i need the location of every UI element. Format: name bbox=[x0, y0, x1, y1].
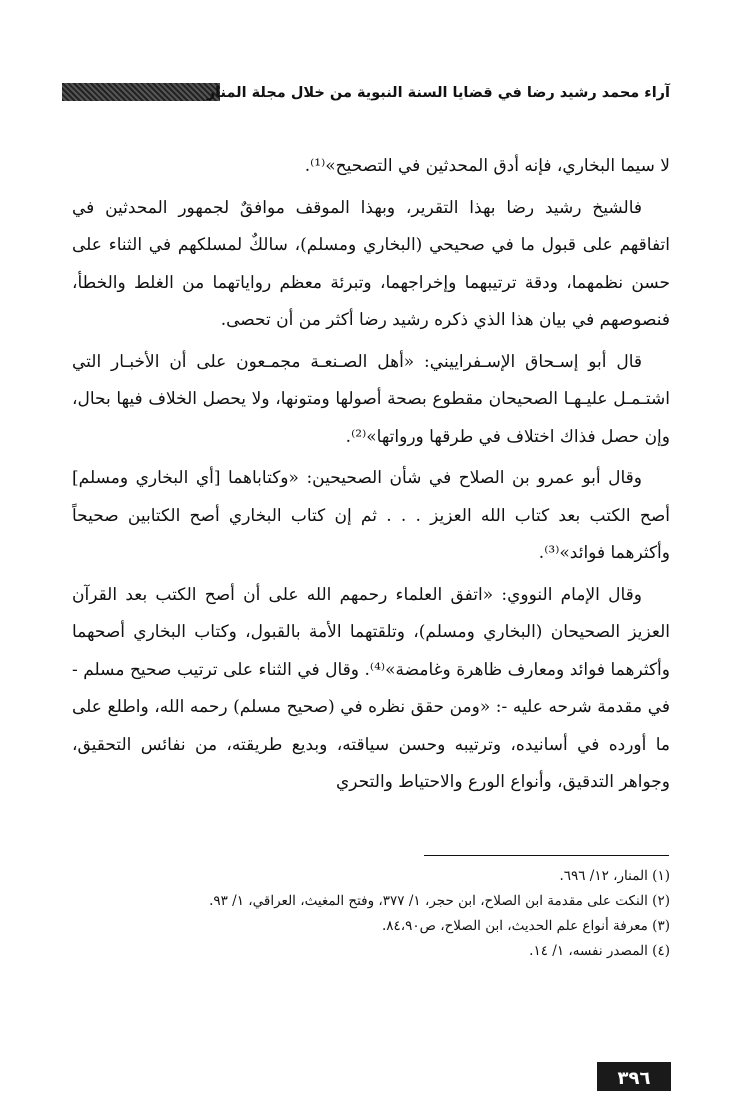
header-decorative-bar bbox=[62, 83, 220, 101]
footnote-separator bbox=[424, 855, 669, 856]
footnote: (١) المنار، ١٢/ ٦٩٦. bbox=[559, 868, 670, 884]
running-header bbox=[62, 80, 670, 106]
paragraph: قال أبو إسـحاق الإسـفراييني: «أهل الصـنعـة مجمـعون على أن الأخبـار التي اشتـمـل عليـهـا الصحيحان مقطوع بصحة أصولها ومتونها، ولا يحصل الخلاف فيها بحال، وإن حصل فذاك اختلاف في طرقها ورواتها»⁽²⁾. bbox=[72, 351, 670, 447]
paragraph: لا سيما البخاري، فإنه أدق المحدثين في التصحيح»⁽¹⁾. bbox=[304, 156, 670, 176]
main-text bbox=[72, 148, 670, 802]
footnote: (٣) معرفة أنواع علم الحديث، ابن الصلاح، ص٨٤،٩٠. bbox=[381, 918, 670, 934]
footnote: (٤) المصدر نفسه، ١/ ١٤. bbox=[529, 943, 670, 959]
footnote: (٢) النكت على مقدمة ابن الصلاح، ابن حجر، ١/ ٣٧٧، وفتح المغيث، العراقي، ١/ ٩٣. bbox=[209, 893, 670, 909]
page-number: ٣٩٦ bbox=[597, 1062, 671, 1091]
paragraph: وقال أبو عمرو بن الصلاح في شأن الصحيحين: «وكتاباهما [أي البخاري ومسلم] أصح الكتب بعد كتاب الله العزيز . . . ثم إن كتاب البخاري أصح الكتابين صحيحاً وأكثرهما فوائد»⁽³⁾. bbox=[72, 468, 670, 563]
paragraph: وقال الإمام النووي: «اتفق العلماء رحمهم الله على أن أصح الكتب بعد القرآن العزيز الصحيحان (البخاري ومسلم)، وتلقتهما الأمة بالقبول، وكتاب البخاري أصحهما وأكثرهما فوائد ومعارف ظاهرة وغامضة»⁽⁴⁾. وقال في الثناء على ترتيب صحيح مسلم - في مقدمة شرحه عليه -: «ومن حقق نظره في (صحيح مسلم) رحمه الله، واطلع على ما أورده في أسانيده، وترتيبه وحسن سياقته، وبديع طريقته، من نفائس التحقيق، وجواهر التدقيق، وأنواع الورع والاحتياط والتحري bbox=[72, 584, 670, 792]
header-title: آراء محمد رشيد رضا في قضايا السنة النبوية من خلال مجلة المنار bbox=[206, 85, 670, 101]
footnotes bbox=[72, 864, 670, 964]
paragraph: فالشيخ رشيد رضا بهذا التقرير، وبهذا الموقف موافقٌ لجمهور المحدثين في اتفاقهم على قبول ما في صحيحي (البخاري ومسلم)، سالكٌ لمسلكهم في الثناء على حسن نظمهما، ودقة ترتيبهما وإخراجهما، وتبرئة معظم رواياتهما من الغلط والخطأ، فنصوصهم في بيان هذا الذي ذكره رشيد رضا أكثر من أن تحصى. bbox=[72, 197, 670, 330]
